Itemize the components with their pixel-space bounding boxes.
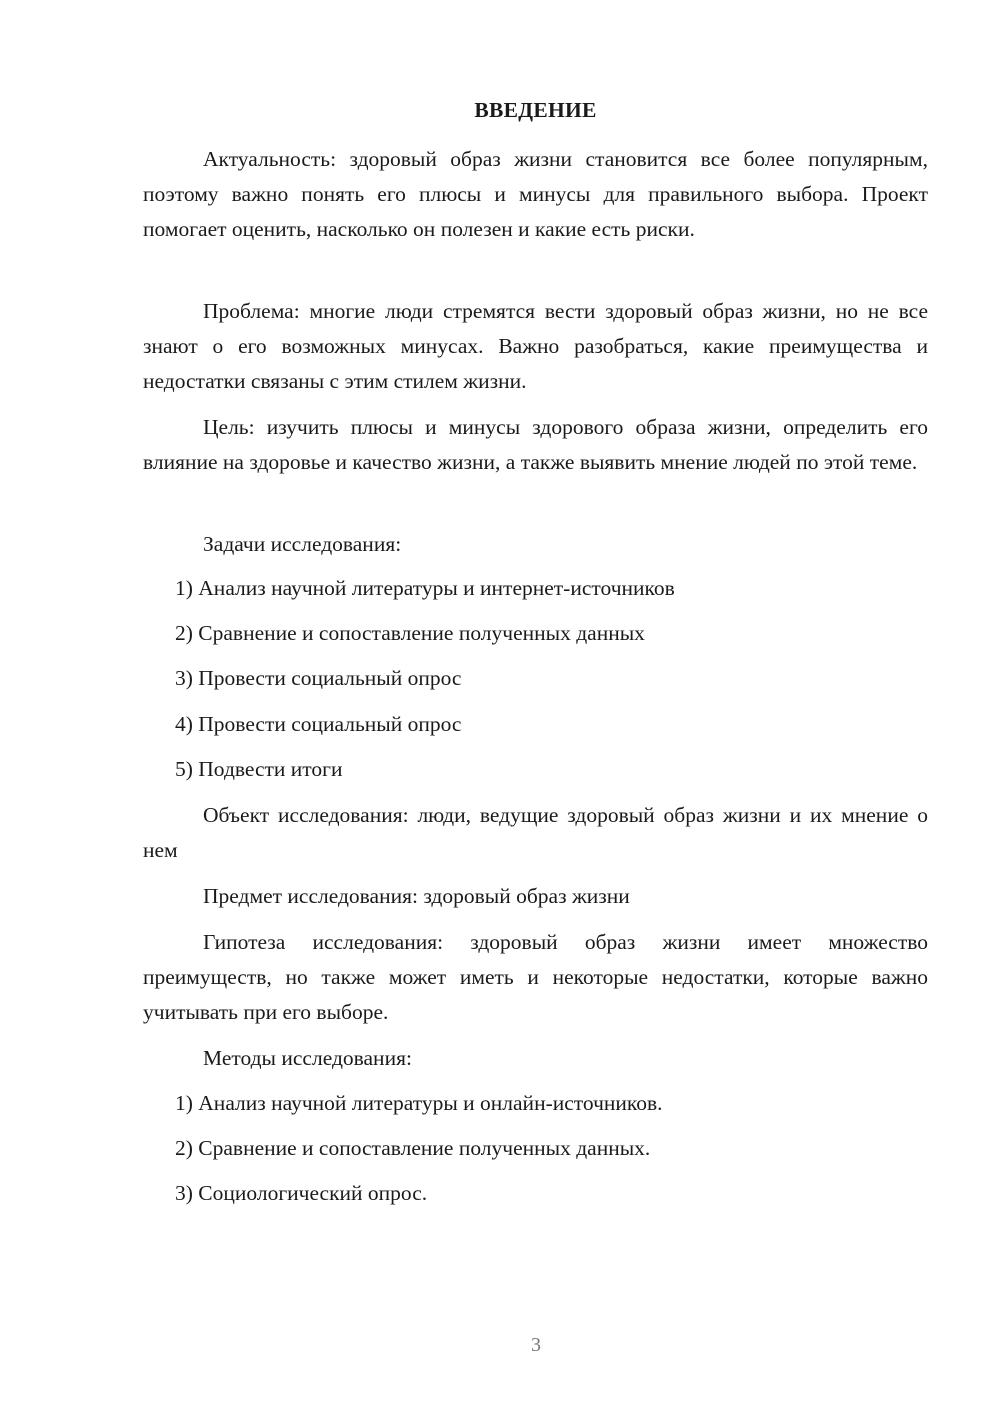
task-item: 2) Сравнение и сопоставление полученных данных (175, 621, 645, 645)
method-item: 3) Социологический опрос. (175, 1181, 428, 1205)
task-item: 1) Анализ научной литературы и интернет-источников (175, 576, 675, 600)
subject-paragraph: Предмет исследования: здоровый образ жизни (203, 884, 630, 908)
method-item: 1) Анализ научной литературы и онлайн-источников. (175, 1091, 663, 1115)
hypothesis-paragraph: Гипотеза исследования: здоровый образ жизни имеет множество преимуществ, но также может иметь и некоторые недостатки, которые важно учитывать при его выборе. (143, 930, 928, 1024)
problem-paragraph: Проблема: многие люди стремятся вести здоровый образ жизни, но не все знают о его возможных минусах. Важно разобраться, какие преимущества и недостатки связаны с этим стилем жизни. (143, 299, 928, 393)
methods-heading: Методы исследования: (203, 1046, 412, 1070)
section-title: ВВЕДЕНИЕ (474, 98, 597, 122)
goal-paragraph: Цель: изучить плюсы и минусы здорового образа жизни, определить его влияние на здоровье и качество жизни, а также выявить мнение людей по этой теме. (143, 415, 928, 474)
task-item: 3) Провести социальный опрос (175, 666, 462, 690)
task-item: 5) Подвести итоги (175, 757, 343, 781)
tasks-heading: Задачи исследования: (203, 532, 402, 556)
method-item: 2) Сравнение и сопоставление полученных данных. (175, 1136, 651, 1160)
task-item: 4) Провести социальный опрос (175, 712, 462, 736)
page-number: 3 (531, 1334, 541, 1356)
relevance-paragraph: Актуальность: здоровый образ жизни становится все более популярным, поэтому важно понять его плюсы и минусы для правильного выбора. Проект помогает оценить, насколько он полезен и какие есть риски. (143, 147, 928, 241)
object-paragraph: Объект исследования: люди, ведущие здоровый образ жизни и их мнение о нем (143, 803, 928, 862)
